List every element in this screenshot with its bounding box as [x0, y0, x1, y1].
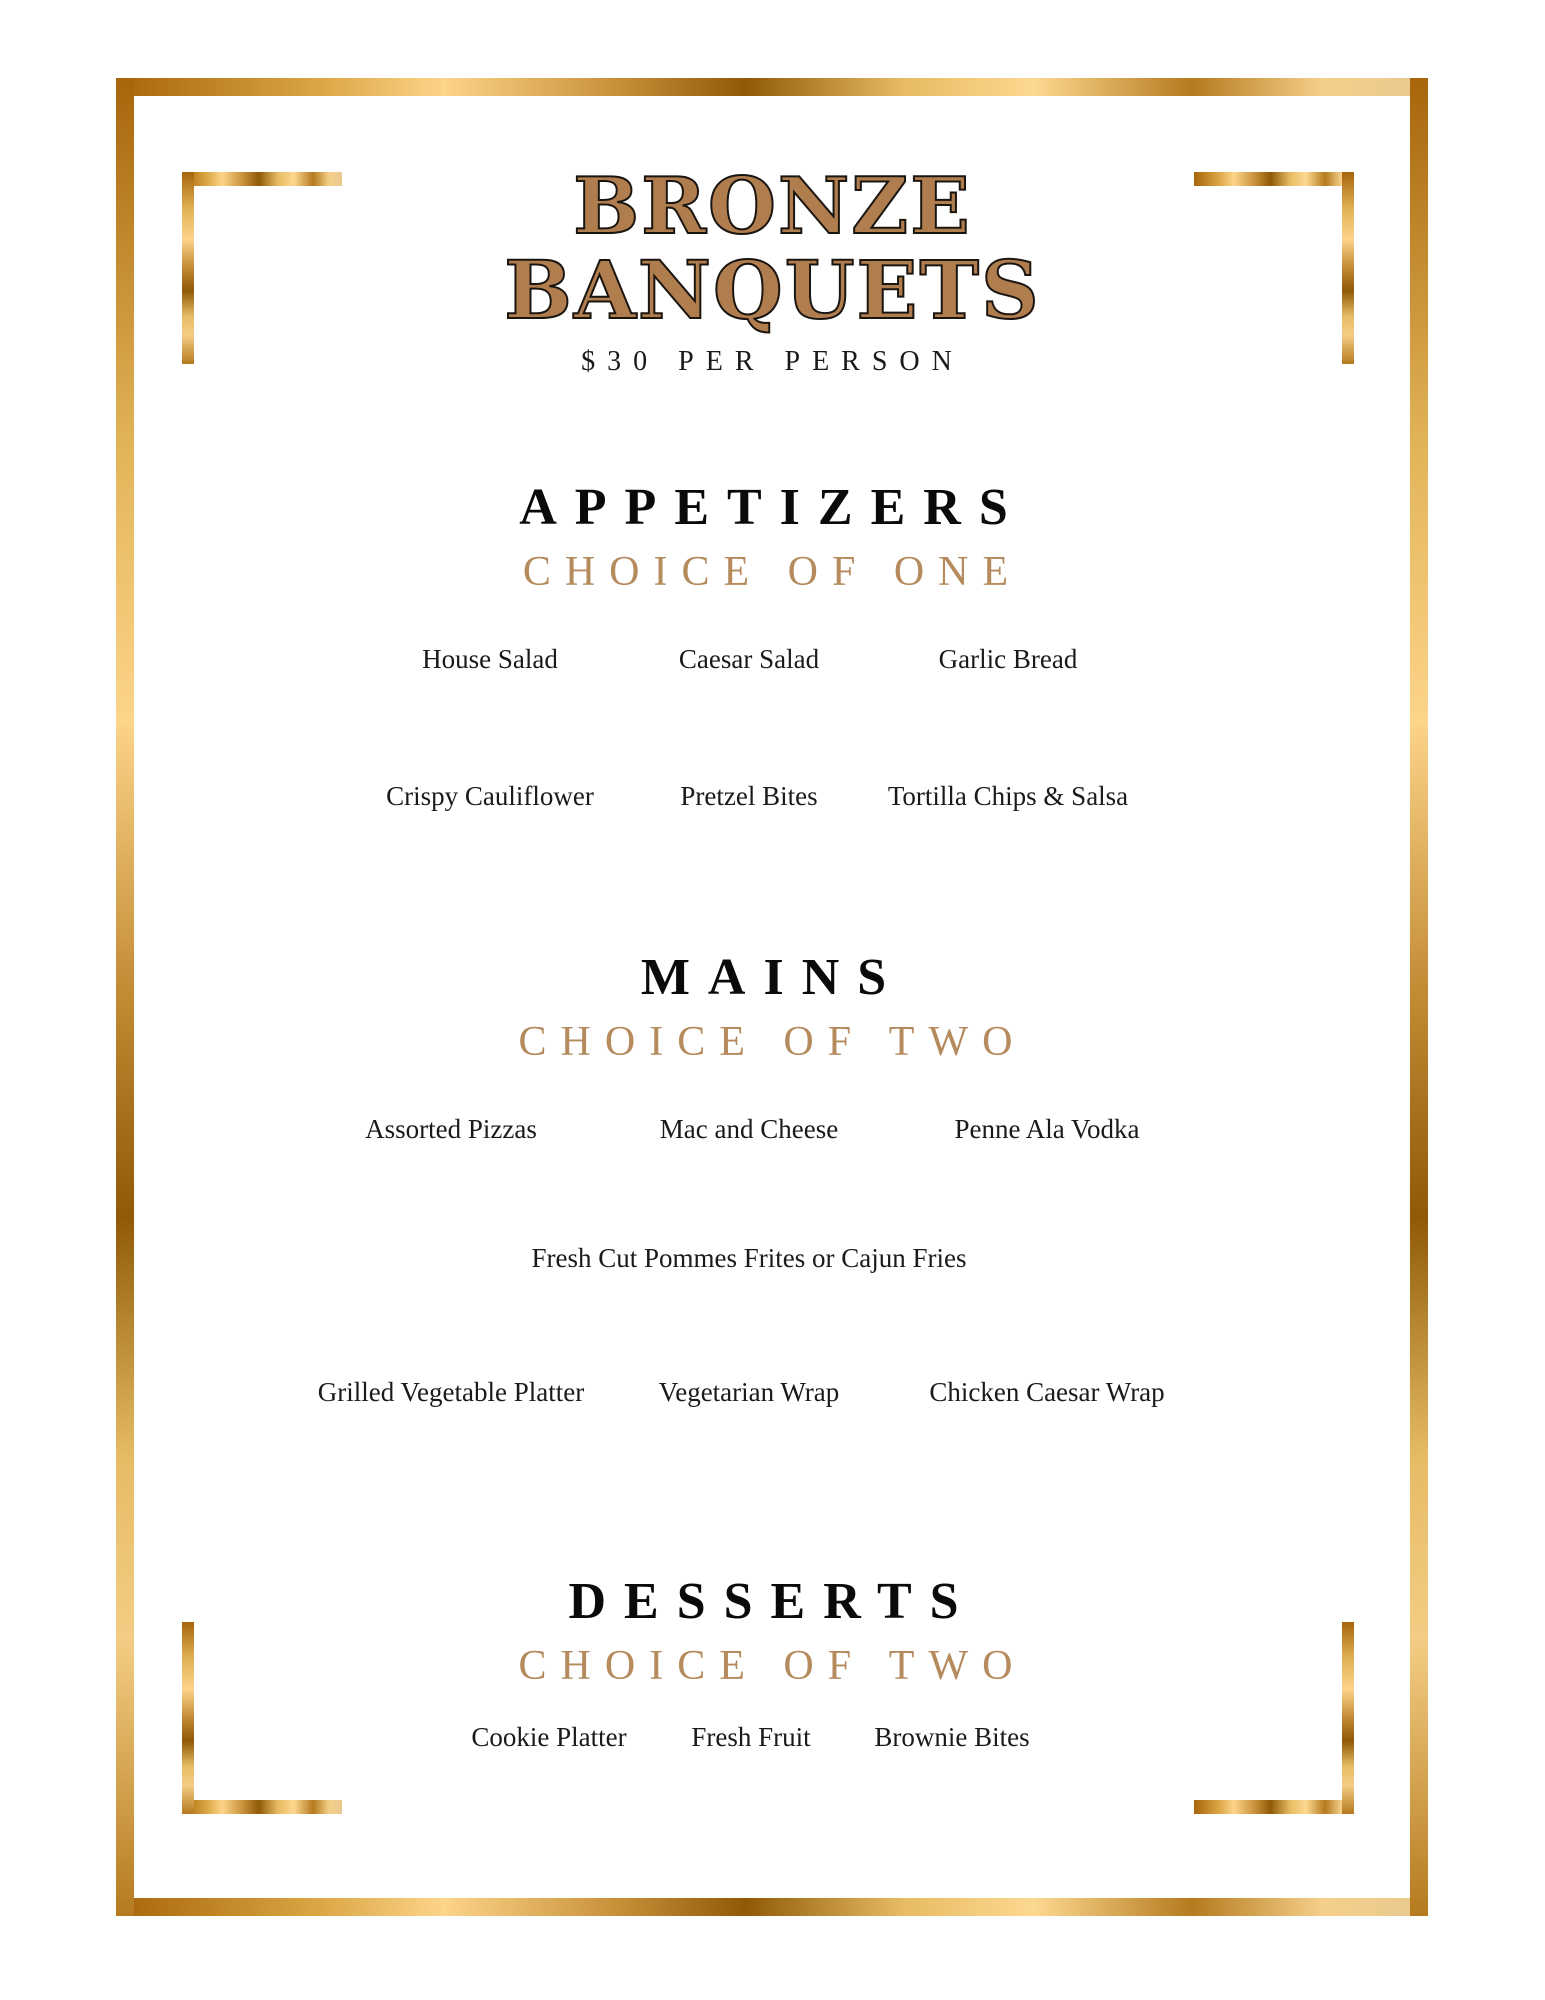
- desserts-subtitle: CHOICE OF TWO: [518, 1643, 1027, 1689]
- brand-line-2: BANQUETS: [504, 243, 1041, 337]
- dessert-item: Fresh Fruit: [691, 1722, 811, 1752]
- appetizer-item: Garlic Bread: [938, 644, 1078, 674]
- dessert-item: Cookie Platter: [471, 1722, 627, 1752]
- appetizer-item: House Salad: [422, 644, 558, 674]
- appetizer-item: Pretzel Bites: [680, 781, 818, 811]
- appetizers-subtitle: CHOICE OF ONE: [522, 549, 1023, 595]
- mains-title: MAINS: [640, 949, 905, 1006]
- main-item: Chicken Caesar Wrap: [929, 1377, 1165, 1407]
- appetizer-item: Caesar Salad: [678, 644, 820, 674]
- appetizer-item: Tortilla Chips & Salsa: [887, 781, 1129, 811]
- price-per-person: $30 PER PERSON: [581, 346, 964, 377]
- main-item: Vegetarian Wrap: [658, 1377, 840, 1407]
- appetizers-title: APPETIZERS: [519, 479, 1026, 536]
- main-item: Penne Ala Vodka: [954, 1114, 1140, 1144]
- desserts-title: DESSERTS: [568, 1573, 977, 1630]
- dessert-item: Brownie Bites: [874, 1722, 1030, 1752]
- appetizer-item: Crispy Cauliflower: [386, 781, 594, 811]
- main-item: Grilled Vegetable Platter: [317, 1377, 585, 1407]
- main-item: Mac and Cheese: [659, 1114, 839, 1144]
- main-item: Fresh Cut Pommes Frites or Cajun Fries: [531, 1243, 967, 1273]
- brand-line-1: BRONZE: [573, 161, 972, 252]
- main-item: Assorted Pizzas: [365, 1114, 537, 1144]
- mains-subtitle: CHOICE OF TWO: [518, 1019, 1027, 1065]
